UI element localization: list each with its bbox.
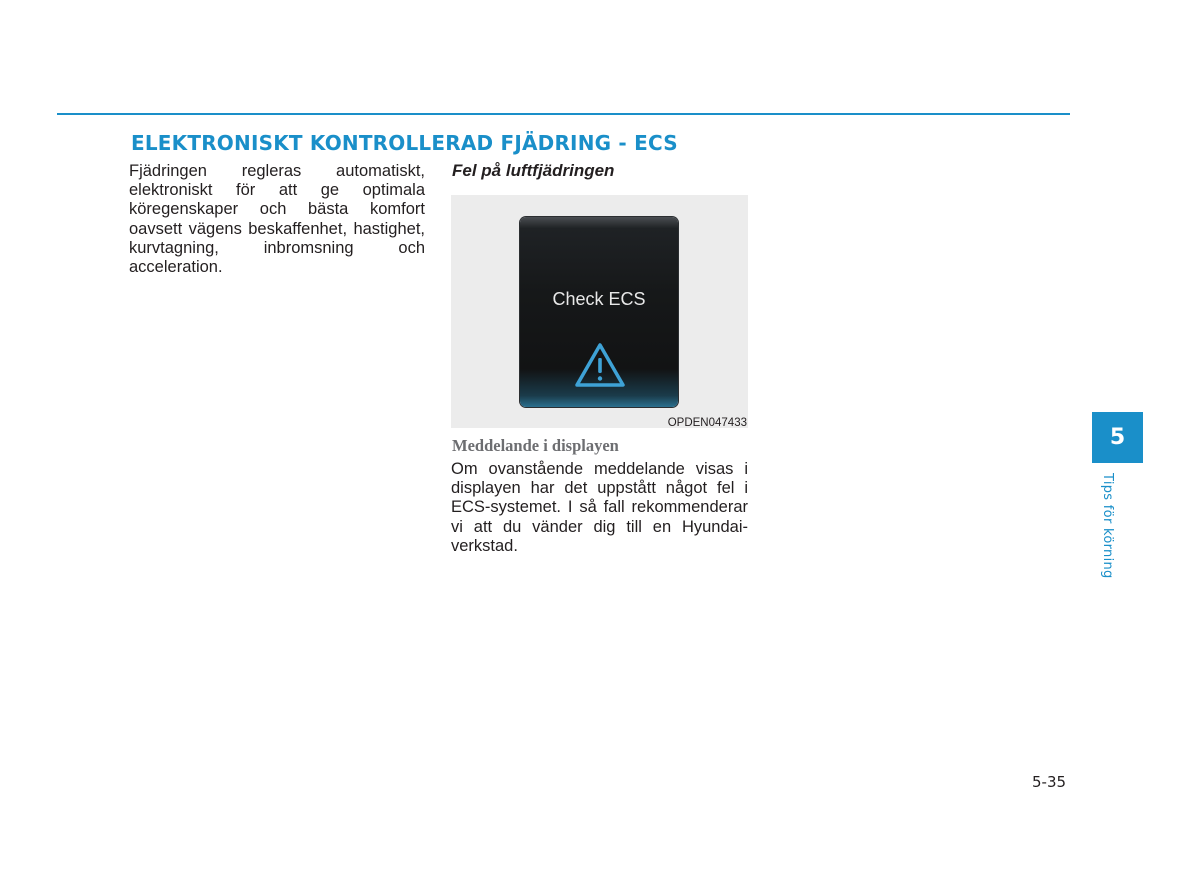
figure-code: OPDEN047433 [667, 417, 747, 429]
left-column [129, 162, 425, 277]
subheading-air-suspension: Fel på luftfjädringen [452, 161, 615, 180]
display-message-paragraph: Om ovanstående meddelande visas i displayen har det uppstått något fel i ECS-systemet. I så fall rekommenderar vi att du vänder dig till en Hyundai-verkstad. [451, 460, 748, 555]
page-number: 5-35 [1032, 773, 1067, 791]
chapter-label: Tips för körning [1100, 473, 1115, 579]
display-message: Check ECS [552, 289, 646, 309]
instrument-display [520, 217, 678, 407]
display-figure [451, 195, 748, 428]
warning-triangle-icon [573, 341, 627, 389]
chapter-tab: 5 [1092, 412, 1143, 463]
intro-paragraph: Fjädringen regleras automatiskt, elektroniskt för att ge optimala köregenskaper och bästa komfort oavsett vägens beskaffenhet, hastighet, kurvtagning, inbromsning och acceleration. [129, 162, 425, 277]
caption-heading: Meddelande i displayen [452, 436, 619, 455]
section-title: ELEKTRONISKT KONTROLLERAD FJÄDRING - ECS [131, 131, 678, 155]
header-rule [57, 113, 1070, 115]
